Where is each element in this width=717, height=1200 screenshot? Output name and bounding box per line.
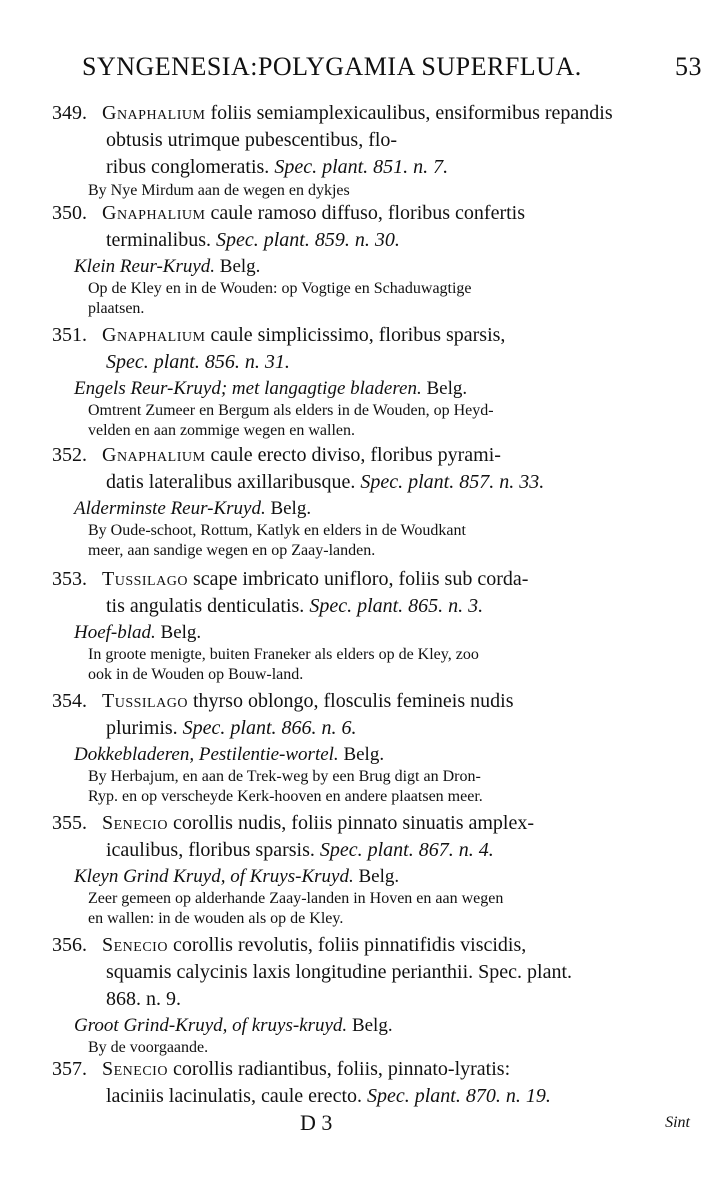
locality: In groote menigte, buiten Franeker als elders op de Kley, zoo ook in de Wouden op Bouw-land. [88, 646, 479, 683]
entry-number: 350. [52, 202, 87, 224]
species-plantarum-ref: Spec. plant. 870. n. 19. [367, 1085, 551, 1107]
species-plantarum-ref: Spec. plant. 857. n. 33. [360, 471, 545, 493]
species-plantarum-ref: Spec. plant. 851. n. 7. [274, 156, 449, 178]
page-number: 53 [675, 52, 702, 81]
genus-name: Gnaphalium [102, 102, 206, 124]
genus-name: Senecio [102, 812, 168, 834]
description-with-ref: tis angulatis denticulatis. Spec. plant. 865. n. 3. [106, 595, 484, 617]
genus-name: Senecio [102, 1058, 168, 1080]
vernacular-name: Kleyn Grind Kruyd, of Kruys-Kruyd. Belg. [74, 866, 400, 887]
genus-name: Gnaphalium [102, 324, 206, 346]
description: caule ramoso diffuso, floribus confertis [210, 202, 526, 224]
species-entry [52, 932, 662, 1058]
vernacular-name: Dokkebladeren, Pestilentie-wortel. Belg. [74, 744, 385, 765]
species-entry [52, 100, 662, 201]
locality: By Herbajum, en aan de Trek-weg by een Brug digt an Dron- Ryp. en op verscheyde Kerk-hooven en andere plaatsen meer. [88, 768, 483, 805]
species-entry [52, 322, 662, 441]
entry-number: 355. [52, 812, 87, 834]
description-with-ref: plurimis. Spec. plant. 866. n. 6. [106, 717, 357, 739]
species-entry [52, 810, 662, 929]
description-with-ref: datis lateralibus axillaribusque. Spec. plant. 857. n. 33. [106, 471, 545, 493]
vernacular-name: Alderminste Reur-Kruyd. Belg. [74, 498, 312, 519]
description-with-ref: terminalibus. Spec. plant. 859. n. 30. [106, 229, 400, 251]
species-plantarum-ref: Spec. plant. 867. n. 4. [319, 839, 494, 861]
species-plantarum-ref: Spec. plant. 866. n. 6. [182, 717, 357, 739]
entry-number: 356. [52, 934, 87, 956]
locality: Zeer gemeen op alderhande Zaay-landen in Hoven en aan wegen en wallen: in de wouden als op de Kley. [88, 890, 504, 927]
locality: Op de Kley en in de Wouden: op Vogtige en Schaduwagtige plaatsen. [88, 280, 472, 317]
genus-name: Gnaphalium [102, 444, 206, 466]
vernacular-name: Klein Reur-Kruyd. Belg. [74, 256, 261, 277]
genus-name: Tussilago [102, 690, 188, 712]
species-entry [52, 1056, 662, 1110]
description-with-ref: icaulibus, floribus sparsis. Spec. plant. 867. n. 4. [106, 839, 494, 861]
description-with-ref: laciniis lacinulatis, caule erecto. Spec. plant. 870. n. 19. [106, 1085, 551, 1107]
locality: By de voorgaande. [88, 1039, 209, 1056]
signature-mark: D 3 [300, 1110, 333, 1135]
species-entry [52, 442, 662, 561]
description: thyrso oblongo, flosculis femineis nudis [192, 690, 514, 712]
species-plantarum-ref: Spec. plant. 856. n. 31. [106, 351, 290, 373]
species-entry [52, 688, 662, 807]
description: corollis revolutis, foliis pinnatifidis viscidis, [172, 934, 527, 956]
description: foliis semiamplexicaulibus, ensiformibus repandis [210, 102, 613, 124]
entry-number: 352. [52, 444, 87, 466]
description: caule erecto diviso, floribus pyrami- [210, 444, 501, 466]
description: caule simplicissimo, floribus sparsis, [210, 324, 506, 346]
genus-name: Gnaphalium [102, 202, 206, 224]
description-cont: 868. n. 9. [106, 988, 181, 1010]
species-entry [52, 566, 662, 685]
catchword: Sint [665, 1114, 690, 1131]
header-title: SYNGENESIA:POLYGAMIA SUPERFLUA. [82, 52, 582, 81]
description: corollis nudis, foliis pinnato sinuatis amplex- [172, 812, 535, 834]
genus-name: Tussilago [102, 568, 188, 590]
species-plantarum-ref: Spec. plant. 865. n. 3. [309, 595, 484, 617]
entry-number: 357. [52, 1058, 87, 1080]
vernacular-name: Hoef-blad. Belg. [74, 622, 202, 643]
species-plantarum-ref: Spec. plant. 859. n. 30. [215, 229, 400, 251]
running-header [82, 52, 702, 82]
genus-name: Senecio [102, 934, 168, 956]
locality: Omtrent Zumeer en Bergum als elders in de Wouden, op Heyd- velden en aan zommige wegen en wallen. [88, 402, 494, 439]
description: scape imbricato unifloro, foliis sub corda- [192, 568, 529, 590]
page-footer [300, 1110, 700, 1136]
entry-number: 351. [52, 324, 87, 346]
vernacular-name: Engels Reur-Kruyd; met langagtige bladeren. Belg. [74, 378, 468, 399]
description-cont: squamis calycinis laxis longitudine perianthii. Spec. plant. [106, 961, 573, 983]
species-entry [52, 200, 662, 319]
locality: By Nye Mirdum aan de wegen en dykjes [88, 182, 350, 199]
description-cont: obtusis utrimque pubescentibus, flo- [106, 129, 398, 151]
entry-number: 353. [52, 568, 87, 590]
locality: By Oude-schoot, Rottum, Katlyk en elders in de Woudkant meer, aan sandige wegen en op Zaay-landen. [88, 522, 466, 559]
description: corollis radiantibus, foliis, pinnato-lyratis: [172, 1058, 511, 1080]
entry-number: 349. [52, 102, 87, 124]
description-with-ref: ribus conglomeratis. Spec. plant. 851. n. 7. [106, 156, 449, 178]
entry-number: 354. [52, 690, 87, 712]
vernacular-name: Groot Grind-Kruyd, of kruys-kruyd. Belg. [74, 1015, 393, 1036]
